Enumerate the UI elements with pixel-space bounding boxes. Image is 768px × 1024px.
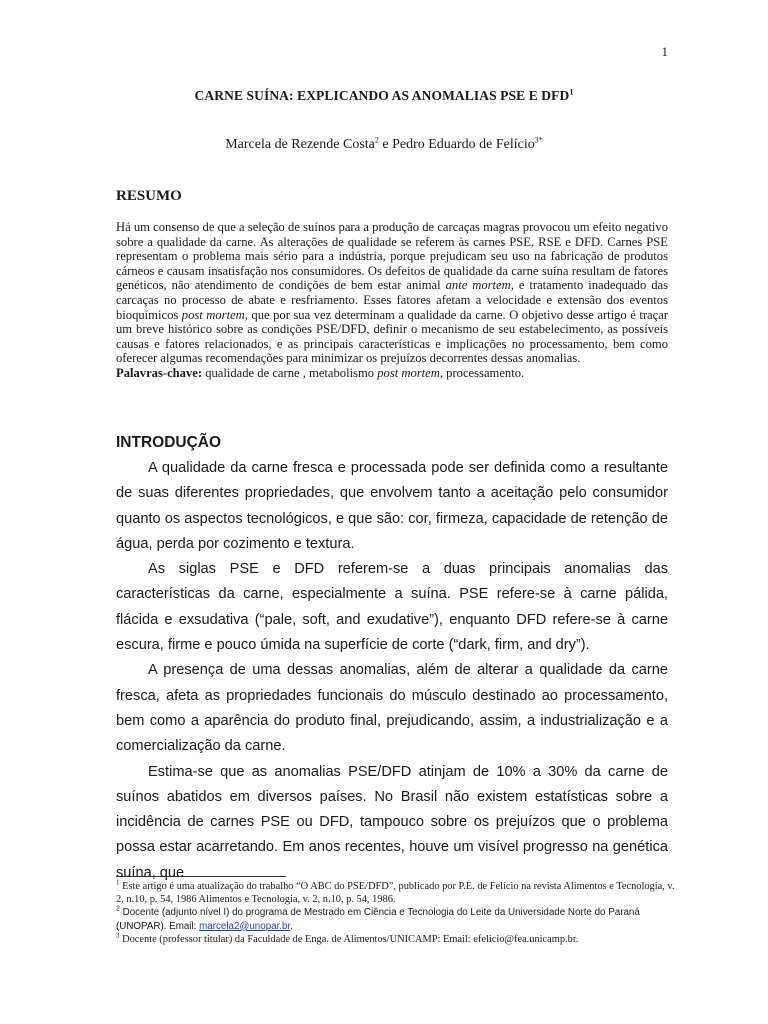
footnote-1-mark: 1: [116, 878, 120, 887]
resumo-heading: RESUMO: [116, 188, 182, 204]
keywords-part-2: , processamento.: [439, 365, 525, 380]
paper-title-text: CARNE SUÍNA: EXPLICANDO AS ANOMALIAS PSE E DFD: [194, 88, 570, 103]
author-line: [0, 137, 768, 153]
paper-title: [0, 88, 768, 104]
abstract-text: [116, 220, 668, 366]
footnotes: [116, 880, 676, 946]
author-connector: e: [378, 137, 393, 152]
footnote-2-text: Docente (adjunto nível I) do programa de Mestrado em Ciência e Tecnologia do Leite da Universidade Norte do Paraná (UNOPAR). Email:: [116, 907, 640, 932]
introduction-heading: INTRODUÇÃO: [116, 434, 222, 451]
intro-paragraph-3: A presença de uma dessas anomalias, além de alterar a qualidade da carne fresca, afeta as propriedades funcionais do músculo destinado ao processamento, bem como a aparência do produto final, prejudicando, assim, a industrialização e a comercialização da carne.: [116, 662, 668, 755]
abstract-part-3: , que por sua vez determinam a qualidade da carne. O objetivo desse artigo é traçar um breve histórico sobre as condições PSE/DFD, definir o mecanismo de seu estabelecimento, as possíveis causas e fatores relacionados, e as principais características e implicações no processamento, bem como oferecer algumas recomendações para minimizar os prejuízos decorrentes dessas anomalias.: [116, 307, 668, 366]
author-1-mark[interactable]: 2: [374, 135, 379, 145]
footnote-2-end: .: [290, 920, 293, 932]
footnote-2: [116, 906, 676, 932]
page-number: 1: [661, 44, 668, 59]
abstract-italic-2: post mortem: [181, 307, 245, 322]
keywords-part-1: qualidade de carne , metabolismo: [202, 365, 378, 380]
intro-paragraph-1: A qualidade da carne fresca e processada pode ser definida como a resultante de suas diferentes propriedades, que envolvem tanto a aceitação pelo consumidor quanto os aspectos tecnológicos, e que são: cor, firmeza, capacidade de retenção de água, perda por cozimento e textura.: [116, 460, 668, 552]
title-footnote-mark[interactable]: 1: [569, 87, 574, 97]
keywords-italic: post mortem: [377, 365, 440, 380]
author-1: Marcela de Rezende Costa: [225, 137, 375, 152]
footnote-1: [116, 880, 676, 906]
keywords: [116, 366, 668, 381]
keywords-label: Palavras-chave:: [116, 365, 203, 380]
abstract-part-2: , e tratamento inadequado das carcaças no processo de abate e resfriamento. Esses fatores afetam a velocidade e extensão dos eventos bioquímicos: [116, 278, 668, 322]
author-2-mark[interactable]: 3*: [534, 135, 543, 145]
abstract-italic-1: ante mortem: [445, 278, 511, 293]
abstract: [116, 220, 668, 381]
footnote-2-mark: 2: [116, 906, 120, 914]
footnote-separator: [116, 876, 286, 877]
author-2: Pedro Eduardo de Felício: [392, 137, 535, 152]
abstract-part-1: Há um consenso de que a seleção de suínos para a produção de carcaças magras provocou um efeito negativo sobre a qualidade da carne. As alterações de qualidade se referem às carnes PSE, RSE e DFD. Carnes PSE representam o problema mais sério para a indústria, porque prejudicam seu uso na fabricação de produtos cárneos e causam insatisfação nos consumidores. Os defeitos de qualidade da carne suína resultam de fatores genéticos, não atendimento de condições de bem estar animal: [116, 220, 668, 293]
email-link[interactable]: marcela2@unopar.br: [199, 920, 291, 932]
intro-paragraph-2: As siglas PSE e DFD referem-se a duas principais anomalias das características da carne, especialmente a suína. PSE refere-se à carne pálida, flácida e exsudativa (“pale, soft, and exudative”), enquanto DFD refere-se à carne escura, firme e pouco úmida na superfície de corte (“dark, firm, and dry”).: [116, 561, 668, 654]
intro-paragraph-4: Estima-se que as anomalias PSE/DFD atinjam de 10% a 30% da carne de suínos abatidos em diversos países. No Brasil não existem estatísticas sobre a incidência de carnes PSE ou DFD, tampouco sobre os prejuízos que o problema possa estar acarretando. Em anos recentes, houve um visível progresso na genética suína, que: [116, 763, 668, 881]
footnote-1-text: Este artigo é uma atualização do trabalho “O ABC do PSE/DFD”, publicado por P.E. de Felício na revista Alimentos e Tecnologia, v. 2, n.10, p. 54, 1986 Alimentos e Tecnologia, v. 2, n.10, p. 54, 1986.: [116, 881, 675, 906]
introduction-section: [116, 434, 668, 886]
footnote-3-text: Docente (professor titular) da Faculdade de Enga. de Alimentos/UNICAMP: Email: efelicio@fea.unicamp.br.: [119, 933, 579, 945]
footnote-3: [116, 933, 676, 946]
footnote-3-mark: 3: [116, 931, 120, 940]
